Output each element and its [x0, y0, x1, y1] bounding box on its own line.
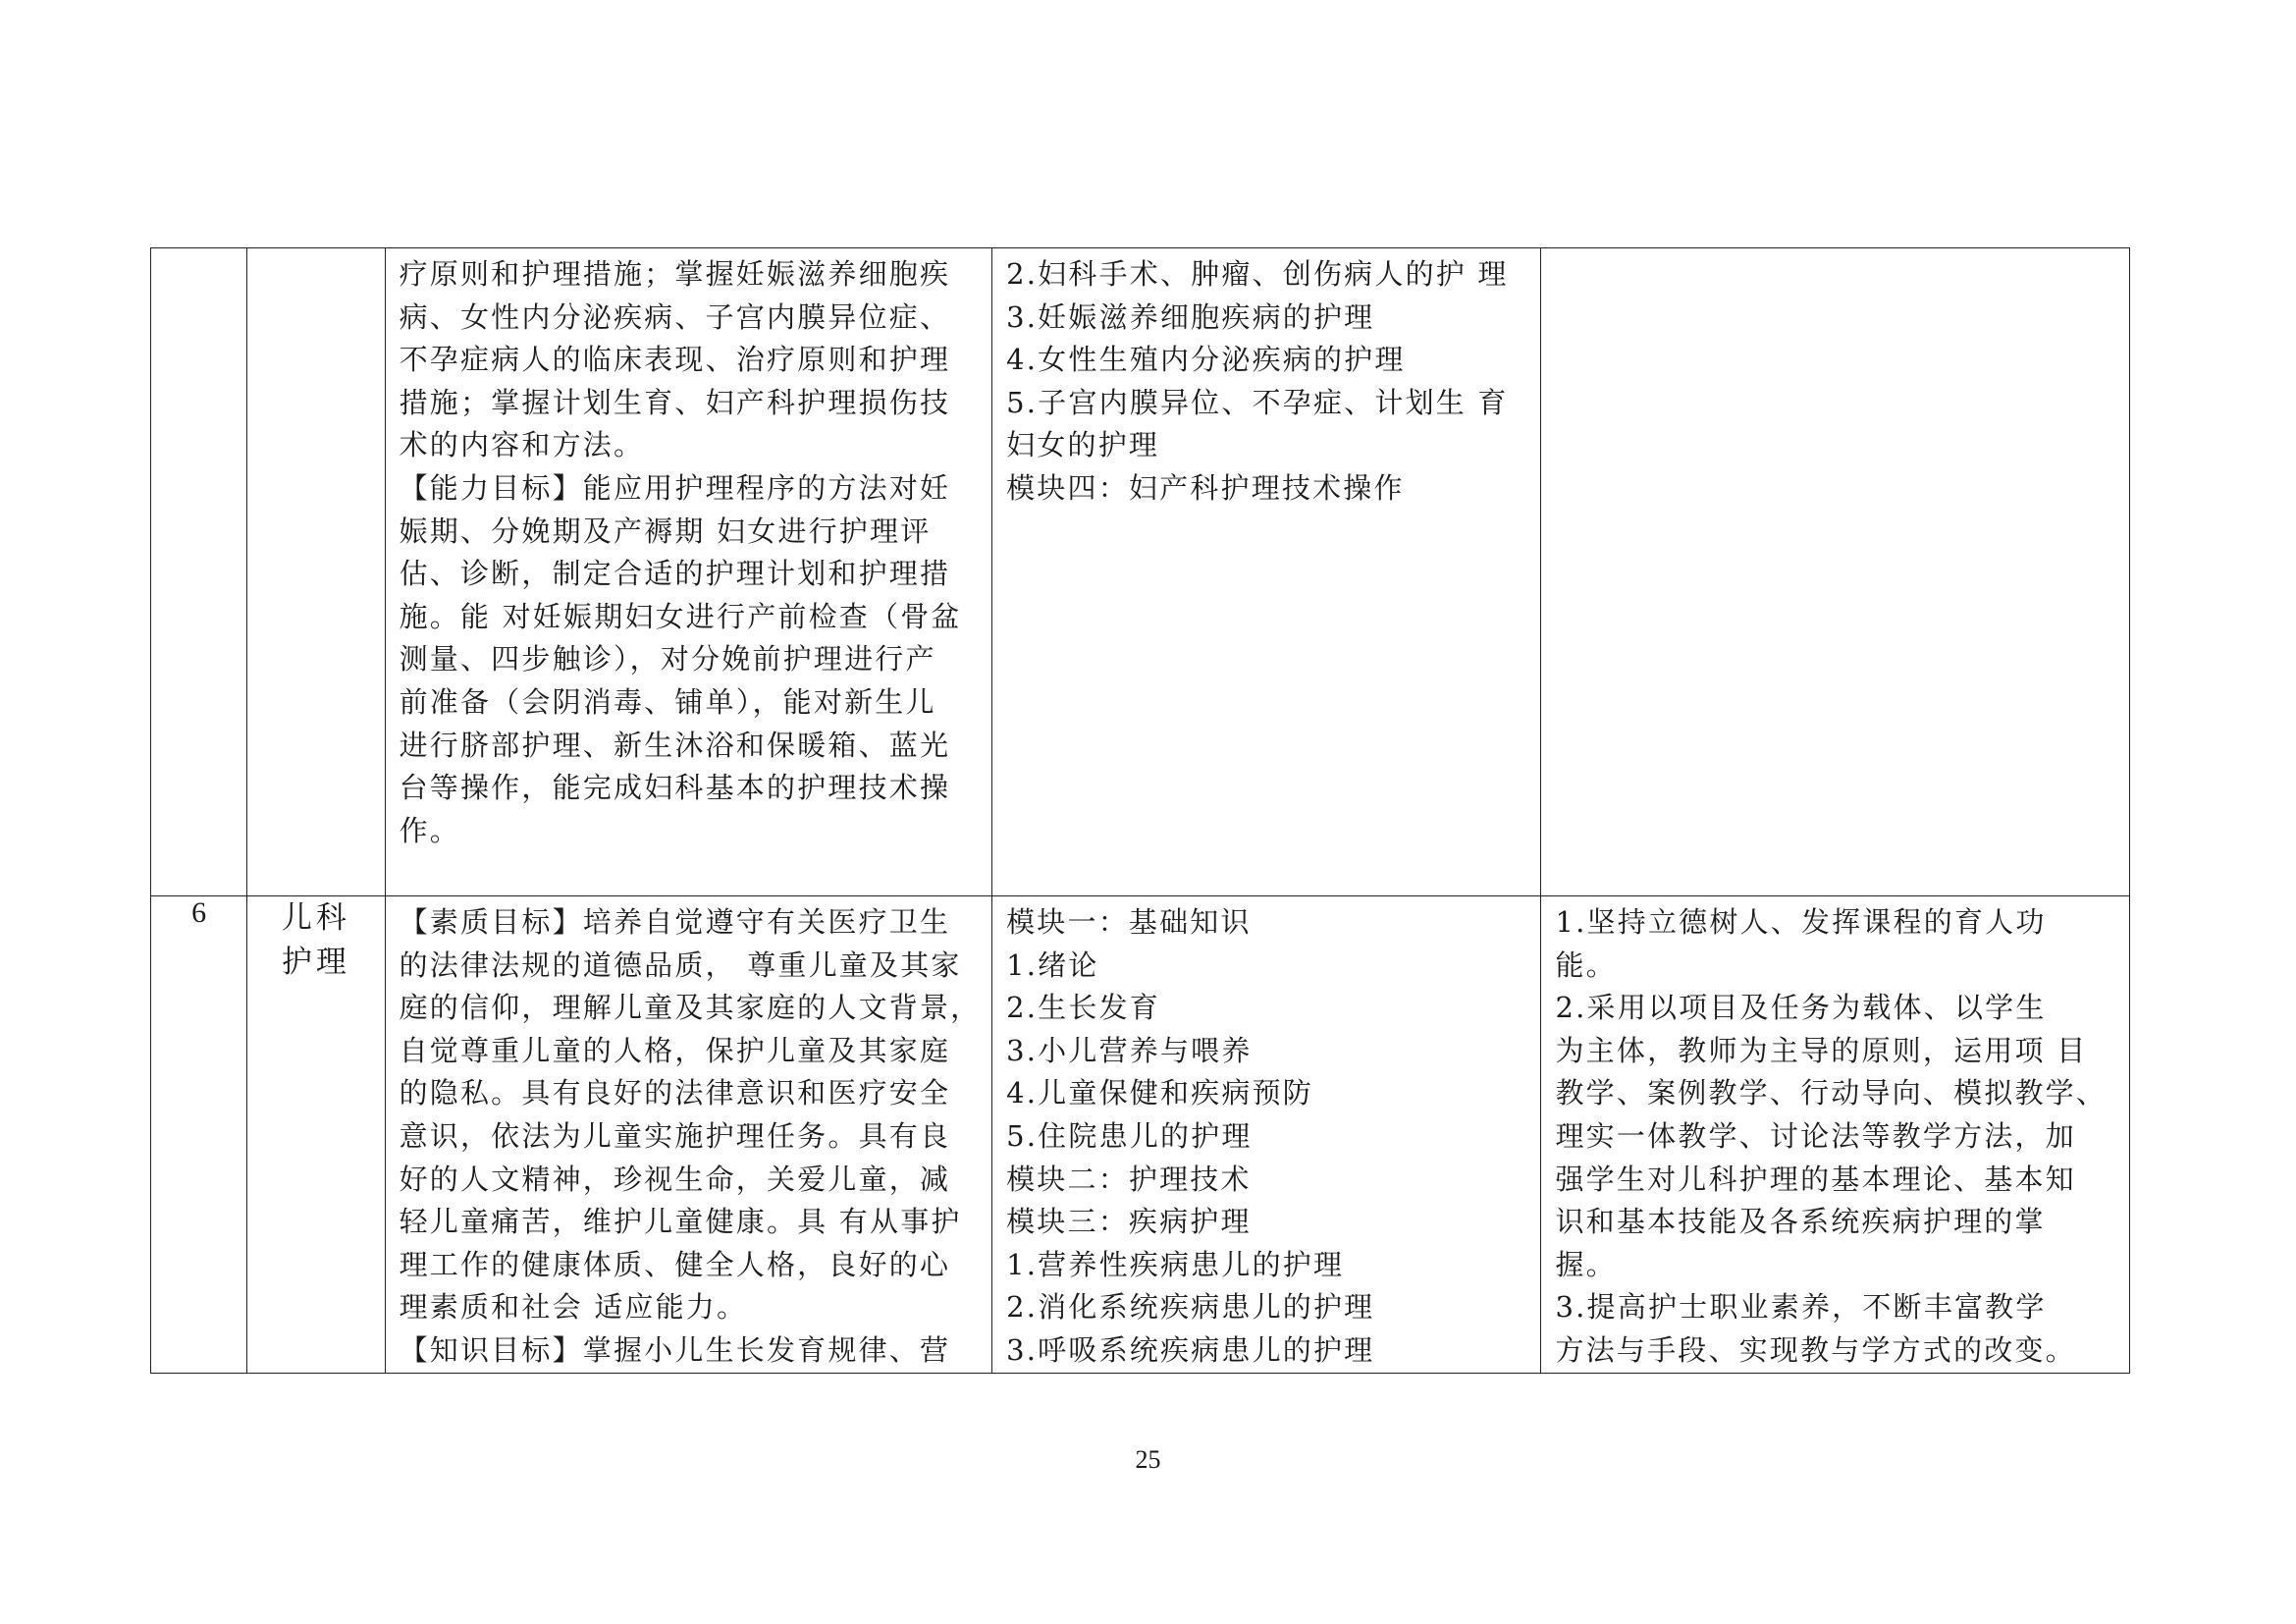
- content-text: [992, 896, 1540, 1373]
- text-line: 模块一：基础知识: [1006, 905, 1252, 939]
- text-line: 施。能 对妊娠期妇女进行产前检查（骨盆: [399, 599, 962, 633]
- objectives-text: [386, 896, 992, 1373]
- text-line: 测量、四步触诊），对分娩前护理进行产: [399, 642, 936, 677]
- content-text: [992, 248, 1540, 511]
- text-line: 2.采用以项目及任务为载体、以学生: [1555, 991, 2047, 1025]
- course-table: [150, 247, 2130, 1374]
- text-line: 3.妊娠滋养细胞疾病的护理: [1006, 299, 1375, 334]
- text-line: 4.儿童保健和疾病预防: [1006, 1076, 1313, 1110]
- text-line: 理工作的健康体质、健全人格，良好的心: [399, 1247, 951, 1281]
- objectives-cell: [385, 896, 992, 1374]
- requirements-cell: [1541, 248, 2130, 896]
- objectives-text: [386, 248, 992, 852]
- table-row: [151, 896, 2130, 1374]
- text-line: 措施；掌握计划生育、妇产科护理损伤技: [399, 385, 951, 419]
- text-line: 3.呼吸系统疾病患儿的护理: [1006, 1332, 1375, 1367]
- text-line: 病、女性内分泌疾病、子宫内膜异位症、: [399, 299, 951, 334]
- text-line: 模块三：疾病护理: [1006, 1205, 1252, 1239]
- text-line: 自觉尊重儿童的人格，保护儿童及其家庭: [399, 1033, 951, 1067]
- text-line: 不孕症病人的临床表现、治疗原则和护理: [399, 343, 951, 377]
- text-line: 估、诊断，制定合适的护理计划和护理措: [399, 557, 951, 591]
- text-line: 娠期、分娩期及产褥期 妇女进行护理评: [399, 514, 932, 548]
- text-line: 1.绪论: [1006, 947, 1099, 982]
- content-cell: [992, 896, 1541, 1374]
- text-line: 好的人文精神，珍视生命，关爱儿童，减: [399, 1162, 951, 1196]
- course-name: [247, 896, 384, 985]
- text-line: 前准备（会阴消毒、铺单），能对新生儿: [399, 684, 936, 719]
- text-line: 作。: [399, 813, 460, 847]
- text-line: 1.营养性疾病患儿的护理: [1006, 1247, 1345, 1281]
- table-row: [151, 248, 2130, 896]
- course-name-line: 护理: [281, 945, 350, 980]
- text-line: 5.子宫内膜异位、不孕症、计划生 育: [1006, 385, 1509, 419]
- text-line: 4.女性生殖内分泌疾病的护理: [1006, 343, 1406, 377]
- text-line: 轻儿童痛苦，维护儿童健康。具 有从事护: [399, 1205, 962, 1239]
- text-line: 【素质目标】培养自觉遵守有关医疗卫生: [399, 905, 951, 939]
- text-line: 3.提高护士职业素养，不断丰富教学: [1555, 1290, 2047, 1325]
- row-number: 6: [191, 896, 207, 929]
- text-line: 握。: [1555, 1247, 1617, 1281]
- text-line: 5.住院患儿的护理: [1006, 1118, 1253, 1153]
- course-name-cell: [247, 248, 385, 896]
- course-name-line: 儿科: [281, 900, 350, 936]
- text-line: 的隐私。具有良好的法律意识和医疗安全: [399, 1076, 951, 1110]
- text-line: 3.小儿营养与喂养: [1006, 1033, 1253, 1067]
- text-line: 庭的信仰，理解儿童及其家庭的人文背景，: [399, 991, 982, 1025]
- text-line: 妇女的护理: [1006, 428, 1160, 462]
- text-line: 的法律法规的道德品质， 尊重儿童及其家: [399, 947, 962, 982]
- text-line: 2.妇科手术、肿瘤、创伤病人的护 理: [1006, 257, 1509, 291]
- text-line: 理实一体教学、讨论法等教学方法，加: [1555, 1118, 2076, 1153]
- content-cell: [992, 248, 1541, 896]
- page-number: 25: [1135, 1445, 1161, 1474]
- text-line: 能。: [1555, 947, 1617, 982]
- text-line: 2.生长发育: [1006, 991, 1160, 1025]
- text-line: 【能力目标】能应用护理程序的方法对妊: [399, 470, 951, 505]
- requirements-cell: [1541, 896, 2130, 1374]
- text-line: 1.坚持立德树人、发挥课程的育人功: [1555, 905, 2047, 939]
- text-line: 疗原则和护理措施；掌握妊娠滋养细胞疾: [399, 257, 951, 291]
- requirements-text: [1541, 896, 2129, 1373]
- text-line: 为主体，教师为主导的原则，运用项 目: [1555, 1033, 2088, 1067]
- text-line: 意识，依法为儿童实施护理任务。具有良: [399, 1118, 951, 1153]
- text-line: 【知识目标】掌握小儿生长发育规律、营: [399, 1332, 951, 1367]
- objectives-cell: [385, 248, 992, 896]
- text-line: 模块四：妇产科护理技术操作: [1006, 470, 1405, 505]
- number-cell: [151, 896, 247, 1374]
- text-line: 教学、案例教学、行动导向、模拟教学、: [1555, 1076, 2108, 1110]
- text-line: 台等操作，能完成妇科基本的护理技术操: [399, 771, 951, 805]
- text-line: 识和基本技能及各系统疾病护理的掌: [1555, 1205, 2046, 1239]
- text-line: 强学生对儿科护理的基本理论、基本知: [1555, 1162, 2076, 1196]
- text-line: 模块二：护理技术: [1006, 1162, 1252, 1196]
- text-line: 方法与手段、实现教与学方式的改变。: [1555, 1332, 2076, 1367]
- requirements-text: [1541, 248, 2129, 253]
- number-cell: [151, 248, 247, 896]
- text-line: 术的内容和方法。: [399, 428, 645, 462]
- text-line: 理素质和社会 适应能力。: [399, 1290, 748, 1325]
- course-name-cell: [247, 896, 385, 1374]
- text-line: 进行脐部护理、新生沐浴和保暖箱、蓝光: [399, 728, 951, 762]
- text-line: 2.消化系统疾病患儿的护理: [1006, 1290, 1375, 1325]
